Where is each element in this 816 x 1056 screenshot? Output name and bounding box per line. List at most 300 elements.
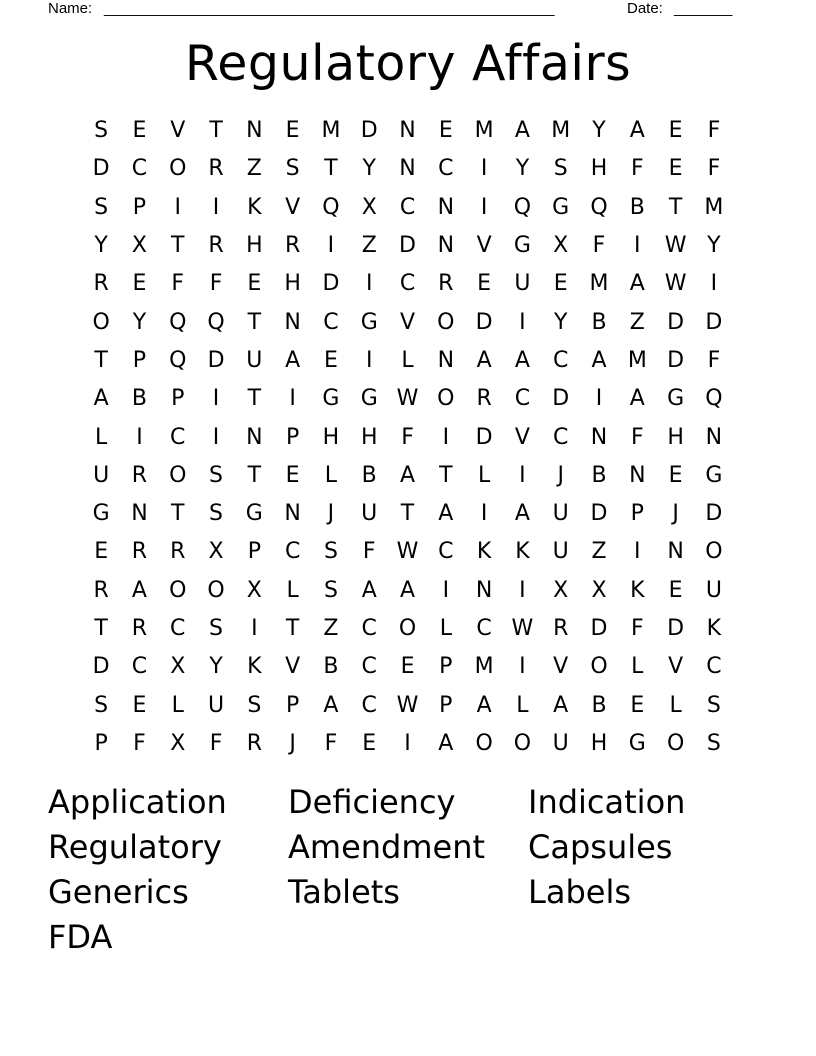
grid-letter[interactable]: L (631, 654, 644, 680)
grid-letter[interactable]: U (246, 347, 263, 373)
grid-letter[interactable]: V (553, 654, 569, 680)
grid-letter[interactable]: L (286, 577, 299, 603)
grid-letter[interactable]: N (284, 501, 301, 527)
grid-letter[interactable]: L (401, 347, 414, 373)
grid-letter[interactable]: W (664, 233, 687, 259)
grid-letter[interactable]: A (629, 118, 645, 144)
grid-letter[interactable]: N (475, 577, 493, 603)
grid-letter[interactable]: D (399, 233, 416, 259)
grid-letter[interactable]: O (207, 577, 225, 603)
grid-letter[interactable]: S (209, 616, 224, 641)
grid-letter[interactable]: F (324, 730, 338, 756)
grid-letter[interactable]: G (705, 462, 723, 488)
grid-letter[interactable]: I (365, 347, 373, 373)
grid-letter[interactable]: P (171, 386, 185, 412)
grid-letter[interactable]: F (209, 730, 223, 756)
grid-letter[interactable]: L (439, 616, 452, 641)
grid-letter[interactable]: E (668, 118, 683, 144)
grid-letter[interactable]: X (170, 654, 186, 680)
grid-letter[interactable]: I (480, 501, 488, 527)
grid-letter[interactable]: P (285, 692, 300, 718)
grid-letter[interactable]: Z (591, 539, 607, 565)
grid-letter[interactable]: A (285, 347, 301, 373)
grid-letter[interactable]: D (705, 501, 723, 527)
grid-letter[interactable]: S (323, 577, 338, 603)
grid-letter[interactable]: A (553, 692, 569, 718)
grid-letter[interactable]: V (170, 118, 186, 144)
grid-letter[interactable]: G (92, 501, 110, 527)
grid-letter[interactable]: T (324, 156, 338, 182)
grid-letter[interactable]: E (438, 118, 453, 144)
grid-letter[interactable]: V (399, 309, 416, 335)
grid-letter[interactable]: P (132, 194, 147, 220)
grid-letter[interactable]: Q (169, 347, 187, 373)
grid-letter[interactable]: D (92, 654, 110, 680)
grid-letter[interactable]: E (400, 654, 415, 680)
grid-letter[interactable]: K (247, 194, 262, 220)
grid-letter[interactable]: I (519, 462, 526, 488)
grid-letter[interactable]: S (247, 692, 262, 718)
grid-letter[interactable]: A (514, 347, 530, 373)
grid-letter[interactable]: T (247, 462, 262, 488)
grid-letter[interactable]: S (706, 692, 721, 718)
grid-letter[interactable]: G (322, 386, 340, 412)
grid-letter[interactable]: E (132, 692, 147, 718)
grid-letter[interactable]: H (667, 424, 684, 450)
grid-row (82, 648, 734, 686)
grid-row (82, 303, 734, 341)
grid-letter[interactable]: R (208, 156, 224, 182)
grid-letter[interactable]: R (208, 233, 224, 259)
grid-letter[interactable]: I (136, 424, 143, 450)
grid-letter[interactable]: T (668, 194, 683, 220)
grid-letter[interactable]: R (438, 271, 454, 297)
grid-letter[interactable]: G (667, 386, 685, 412)
grid-letter[interactable]: A (476, 692, 492, 718)
grid-letter[interactable]: I (519, 654, 526, 680)
grid-letter[interactable]: J (327, 501, 335, 527)
grid-letter[interactable]: R (131, 462, 148, 488)
grid-letter[interactable]: N (284, 309, 301, 335)
grid-letter[interactable]: A (361, 577, 377, 603)
grid-letter[interactable]: T (400, 501, 415, 527)
grid-letter[interactable]: A (131, 577, 147, 603)
grid-letter[interactable]: H (322, 424, 340, 450)
grid-letter[interactable]: A (399, 577, 416, 603)
grid-letter[interactable]: E (132, 118, 147, 144)
grid-letter[interactable]: X (553, 577, 569, 603)
grid-letter[interactable]: K (630, 577, 645, 603)
grid-letter[interactable]: P (247, 539, 261, 565)
grid-letter[interactable]: D (360, 118, 378, 144)
grid-letter[interactable]: I (442, 424, 450, 450)
grid-letter[interactable]: O (169, 462, 187, 488)
grid-letter[interactable]: A (514, 118, 530, 144)
grid-letter[interactable]: A (323, 692, 339, 718)
grid-letter[interactable]: X (170, 730, 186, 756)
grid-letter[interactable]: Z (323, 616, 339, 641)
grid-letter[interactable]: A (476, 347, 492, 373)
grid-letter[interactable]: U (514, 271, 531, 297)
grid-letter[interactable]: M (627, 347, 647, 373)
grid-letter[interactable]: K (706, 616, 722, 641)
grid-letter[interactable]: L (669, 692, 682, 718)
grid-letter[interactable]: I (174, 194, 181, 220)
grid-letter[interactable]: E (362, 730, 377, 756)
grid-letter[interactable]: R (131, 616, 148, 641)
grid-letter[interactable]: R (284, 233, 301, 259)
grid-letter[interactable]: X (131, 233, 147, 259)
grid-letter[interactable]: Y (553, 309, 568, 335)
grid-letter[interactable]: D (667, 309, 685, 335)
grid-letter[interactable]: I (251, 616, 258, 641)
grid-letter[interactable]: K (247, 654, 262, 680)
grid-letter[interactable]: G (628, 730, 646, 756)
grid-letter[interactable]: D (475, 424, 493, 450)
word-list-item: Generics (48, 873, 189, 911)
grid-letter[interactable]: O (169, 577, 187, 603)
grid-letter[interactable]: I (212, 386, 220, 412)
grid-letter[interactable]: X (591, 577, 607, 603)
grid-letter[interactable]: V (476, 233, 492, 259)
grid-letter[interactable]: Y (209, 654, 223, 680)
grid-letter[interactable]: D (590, 616, 608, 641)
name-field-line[interactable]: ______________________________________________________ (104, 0, 555, 17)
grid-letter[interactable]: E (668, 156, 683, 182)
grid-letter[interactable]: O (590, 654, 608, 680)
grid-letter[interactable]: M (551, 118, 571, 144)
grid-letter[interactable]: C (361, 616, 377, 641)
grid-letter[interactable]: T (94, 616, 108, 641)
grid-letter[interactable]: X (208, 539, 224, 565)
grid-letter[interactable]: Q (207, 309, 225, 335)
grid-letter[interactable]: I (480, 194, 488, 220)
grid-letter[interactable]: G (552, 194, 570, 220)
grid-letter[interactable]: U (552, 730, 569, 756)
grid-letter[interactable]: T (247, 386, 262, 412)
grid-row (82, 418, 734, 456)
grid-letter[interactable]: N (705, 424, 723, 450)
grid-letter[interactable]: S (553, 156, 568, 182)
grid-letter[interactable]: N (629, 462, 646, 488)
grid-letter[interactable]: D (667, 616, 685, 641)
grid-letter[interactable]: F (630, 616, 644, 641)
grid-letter[interactable]: R (170, 539, 186, 565)
grid-letter[interactable]: M (474, 654, 494, 680)
grid-letter[interactable]: P (285, 424, 300, 450)
grid-letter[interactable]: S (209, 501, 224, 527)
grid-letter[interactable]: T (209, 118, 223, 144)
grid-letter[interactable]: R (553, 616, 569, 641)
grid-letter[interactable]: S (94, 118, 109, 144)
grid-letter[interactable]: I (212, 424, 220, 450)
grid-letter[interactable]: S (323, 539, 338, 565)
grid-letter[interactable]: Z (246, 156, 262, 182)
grid-letter[interactable]: L (516, 692, 529, 718)
grid-letter[interactable]: H (360, 424, 378, 450)
grid-letter[interactable]: E (668, 462, 683, 488)
grid-letter[interactable]: W (664, 271, 687, 297)
grid-letter[interactable]: J (557, 462, 564, 488)
grid-letter[interactable]: Q (169, 309, 187, 335)
grid-letter[interactable]: C (476, 616, 492, 641)
grid-letter[interactable]: F (133, 730, 146, 756)
grid-letter[interactable]: N (246, 118, 263, 144)
grid-letter[interactable]: N (667, 539, 684, 565)
grid-letter[interactable]: H (246, 233, 263, 259)
grid-letter[interactable]: P (630, 501, 644, 527)
grid-letter[interactable]: F (171, 271, 185, 297)
grid-letter[interactable]: C (399, 194, 416, 220)
grid-letter[interactable]: R (246, 730, 262, 756)
grid-letter[interactable]: I (212, 194, 220, 220)
grid-letter[interactable]: N (131, 501, 148, 527)
grid-letter[interactable]: I (442, 577, 450, 603)
grid-letter[interactable]: B (131, 386, 147, 412)
grid-letter[interactable]: T (171, 501, 185, 527)
grid-letter[interactable]: B (591, 462, 607, 488)
grid-letter[interactable]: D (552, 386, 570, 412)
grid-letter[interactable]: H (590, 730, 608, 756)
grid-letter[interactable]: N (437, 194, 455, 220)
word-list (48, 781, 768, 961)
grid-letter[interactable]: Z (361, 233, 377, 259)
grid-letter[interactable]: Y (515, 156, 530, 182)
grid-letter[interactable]: O (513, 730, 532, 756)
grid-letter[interactable]: D (207, 347, 225, 373)
grid-letter[interactable]: X (361, 194, 377, 220)
grid-letter[interactable]: P (94, 730, 108, 756)
grid-letter[interactable]: I (480, 156, 488, 182)
grid-letter[interactable]: P (132, 347, 147, 373)
grid-letter[interactable]: I (710, 271, 718, 297)
grid-letter[interactable]: W (396, 386, 419, 412)
grid-letter[interactable]: O (666, 730, 685, 756)
grid-letter[interactable]: G (360, 386, 378, 412)
grid-letter[interactable]: C (361, 654, 377, 680)
grid-letter[interactable]: A (399, 462, 416, 488)
grid-letter[interactable]: O (169, 156, 187, 182)
grid-letter[interactable]: T (94, 347, 108, 373)
grid-letter[interactable]: H (284, 271, 301, 297)
grid-letter[interactable]: E (630, 692, 645, 718)
grid-letter[interactable]: F (209, 271, 223, 297)
grid-letter[interactable]: M (474, 118, 494, 144)
grid-letter[interactable]: T (439, 462, 453, 488)
grid-letter[interactable]: L (95, 424, 108, 450)
grid-letter[interactable]: F (362, 539, 376, 565)
grid-letter[interactable]: A (629, 386, 645, 412)
grid-letter[interactable]: F (592, 233, 606, 259)
grid-letter[interactable]: F (707, 347, 721, 373)
grid-letter[interactable]: Z (629, 309, 645, 335)
grid-letter[interactable]: S (94, 194, 109, 220)
grid-letter[interactable]: M (321, 118, 341, 144)
grid-letter[interactable]: A (438, 501, 454, 527)
grid-letter[interactable]: I (365, 271, 373, 297)
grid-letter[interactable]: C (170, 424, 186, 450)
letter-grid (82, 112, 734, 763)
grid-letter[interactable]: D (475, 309, 493, 335)
grid-letter[interactable]: O (92, 309, 110, 335)
grid-letter[interactable]: N (437, 347, 455, 373)
grid-letter[interactable]: I (289, 386, 296, 412)
grid-letter[interactable]: N (399, 156, 416, 182)
grid-letter[interactable]: B (591, 692, 607, 718)
grid-letter[interactable]: U (552, 501, 569, 527)
grid-letter[interactable]: I (327, 233, 335, 259)
grid-letter[interactable]: D (322, 271, 340, 297)
grid-letter[interactable]: N (437, 233, 455, 259)
grid-letter[interactable]: C (438, 539, 454, 565)
grid-letter[interactable]: Q (590, 194, 608, 220)
grid-letter[interactable]: K (515, 539, 530, 565)
grid-letter[interactable]: E (323, 347, 338, 373)
grid-letter[interactable]: I (519, 309, 526, 335)
grid-letter[interactable]: N (399, 118, 416, 144)
grid-letter[interactable]: O (475, 730, 493, 756)
grid-letter[interactable]: E (285, 118, 300, 144)
grid-row (82, 495, 734, 533)
grid-letter[interactable]: H (590, 156, 608, 182)
grid-letter[interactable]: O (398, 616, 417, 641)
grid-letter[interactable]: S (285, 156, 300, 182)
grid-letter[interactable]: L (324, 462, 338, 488)
grid-letter[interactable]: R (93, 271, 109, 297)
grid-letter[interactable]: C (284, 539, 301, 565)
grid-row (82, 725, 734, 763)
grid-letter[interactable]: Y (362, 156, 376, 182)
grid-letter[interactable]: B (323, 654, 339, 680)
grid-letter[interactable]: M (704, 194, 724, 220)
grid-letter[interactable]: Y (707, 233, 721, 259)
grid-letter[interactable]: V (668, 654, 684, 680)
grid-letter[interactable]: C (553, 424, 569, 450)
grid-letter[interactable]: J (289, 730, 296, 756)
grid-letter[interactable]: U (93, 462, 110, 488)
grid-letter[interactable]: U (552, 539, 569, 565)
grid-letter[interactable]: R (93, 577, 109, 603)
grid-letter[interactable]: F (707, 118, 721, 144)
grid-letter[interactable]: C (438, 156, 454, 182)
grid-letter[interactable]: W (511, 616, 534, 641)
grid-letter[interactable]: P (439, 654, 453, 680)
grid-letter[interactable]: A (629, 271, 645, 297)
grid-letter[interactable]: I (519, 577, 526, 603)
grid-letter[interactable]: S (209, 462, 224, 488)
grid-letter[interactable]: R (476, 386, 492, 412)
grid-letter[interactable]: B (629, 194, 645, 220)
grid-letter[interactable]: S (94, 692, 109, 718)
grid-letter[interactable]: E (94, 539, 109, 565)
grid-letter[interactable]: U (207, 692, 225, 718)
grid-letter[interactable]: N (246, 424, 263, 450)
grid-letter[interactable]: A (438, 730, 454, 756)
grid-letter[interactable]: P (439, 692, 453, 718)
grid-row (82, 189, 734, 227)
grid-letter[interactable]: U (705, 577, 722, 603)
grid-letter[interactable]: F (707, 156, 721, 182)
grid-letter[interactable]: B (361, 462, 377, 488)
grid-letter[interactable]: C (361, 692, 377, 718)
grid-letter[interactable]: F (630, 424, 644, 450)
grid-letter[interactable]: T (285, 616, 300, 641)
grid-letter[interactable]: T (171, 233, 185, 259)
grid-letter[interactable]: G (245, 501, 263, 527)
grid-letter[interactable]: I (634, 233, 641, 259)
grid-letter[interactable]: R (131, 539, 148, 565)
grid-letter[interactable]: A (591, 347, 607, 373)
grid-letter[interactable]: Y (94, 233, 108, 259)
grid-letter[interactable]: B (591, 309, 607, 335)
grid-letter[interactable]: D (705, 309, 723, 335)
grid-letter[interactable]: D (667, 347, 685, 373)
grid-letter[interactable]: E (285, 462, 300, 488)
grid-letter[interactable]: C (170, 616, 186, 641)
grid-letter[interactable]: A (93, 386, 109, 412)
grid-letter[interactable]: W (396, 539, 419, 565)
grid-letter[interactable]: C (131, 654, 148, 680)
grid-letter[interactable]: T (247, 309, 262, 335)
grid-letter[interactable]: C (323, 309, 339, 335)
grid-letter[interactable]: O (437, 309, 455, 335)
grid-letter[interactable]: E (247, 271, 262, 297)
grid-letter[interactable]: D (92, 156, 110, 182)
grid-letter[interactable]: C (514, 386, 531, 412)
grid-letter[interactable]: V (514, 424, 530, 450)
grid-letter[interactable]: I (634, 539, 641, 565)
grid-letter[interactable]: Q (322, 194, 340, 220)
grid-letter[interactable]: Q (513, 194, 532, 220)
grid-letter[interactable]: C (131, 156, 148, 182)
grid-letter[interactable]: F (401, 424, 414, 450)
grid-letter[interactable]: X (553, 233, 569, 259)
grid-letter[interactable]: C (399, 271, 416, 297)
grid-letter[interactable]: A (514, 501, 530, 527)
grid-letter[interactable]: G (513, 233, 531, 259)
grid-letter[interactable]: F (630, 156, 644, 182)
grid-letter[interactable]: E (477, 271, 492, 297)
grid-letter[interactable]: M (589, 271, 609, 297)
grid-letter[interactable]: Y (592, 118, 606, 144)
grid-letter[interactable]: D (590, 501, 608, 527)
grid-letter[interactable]: E (132, 271, 147, 297)
grid-letter[interactable]: I (595, 386, 603, 412)
grid-letter[interactable]: C (706, 654, 722, 680)
grid-letter[interactable]: L (171, 692, 184, 718)
grid-letter[interactable]: O (705, 539, 723, 565)
grid-letter[interactable]: W (396, 692, 419, 718)
grid-letter[interactable]: E (553, 271, 568, 297)
grid-letter[interactable]: Q (705, 386, 723, 412)
grid-letter[interactable]: O (437, 386, 455, 412)
date-field-line[interactable]: _______ (674, 0, 733, 17)
grid-letter[interactable]: Y (132, 309, 147, 335)
grid-letter[interactable]: E (668, 577, 683, 603)
grid-letter[interactable]: G (360, 309, 378, 335)
grid-letter[interactable]: S (706, 730, 721, 756)
grid-letter[interactable]: J (672, 501, 679, 527)
grid-letter[interactable]: I (404, 730, 411, 756)
grid-letter[interactable]: L (477, 462, 491, 488)
grid-letter[interactable]: U (361, 501, 378, 527)
grid-letter[interactable]: K (476, 539, 492, 565)
grid-letter[interactable]: C (553, 347, 569, 373)
grid-letter[interactable]: V (285, 654, 301, 680)
grid-letter[interactable]: X (246, 577, 262, 603)
grid-letter[interactable]: N (590, 424, 608, 450)
grid-letter[interactable]: V (285, 194, 301, 220)
